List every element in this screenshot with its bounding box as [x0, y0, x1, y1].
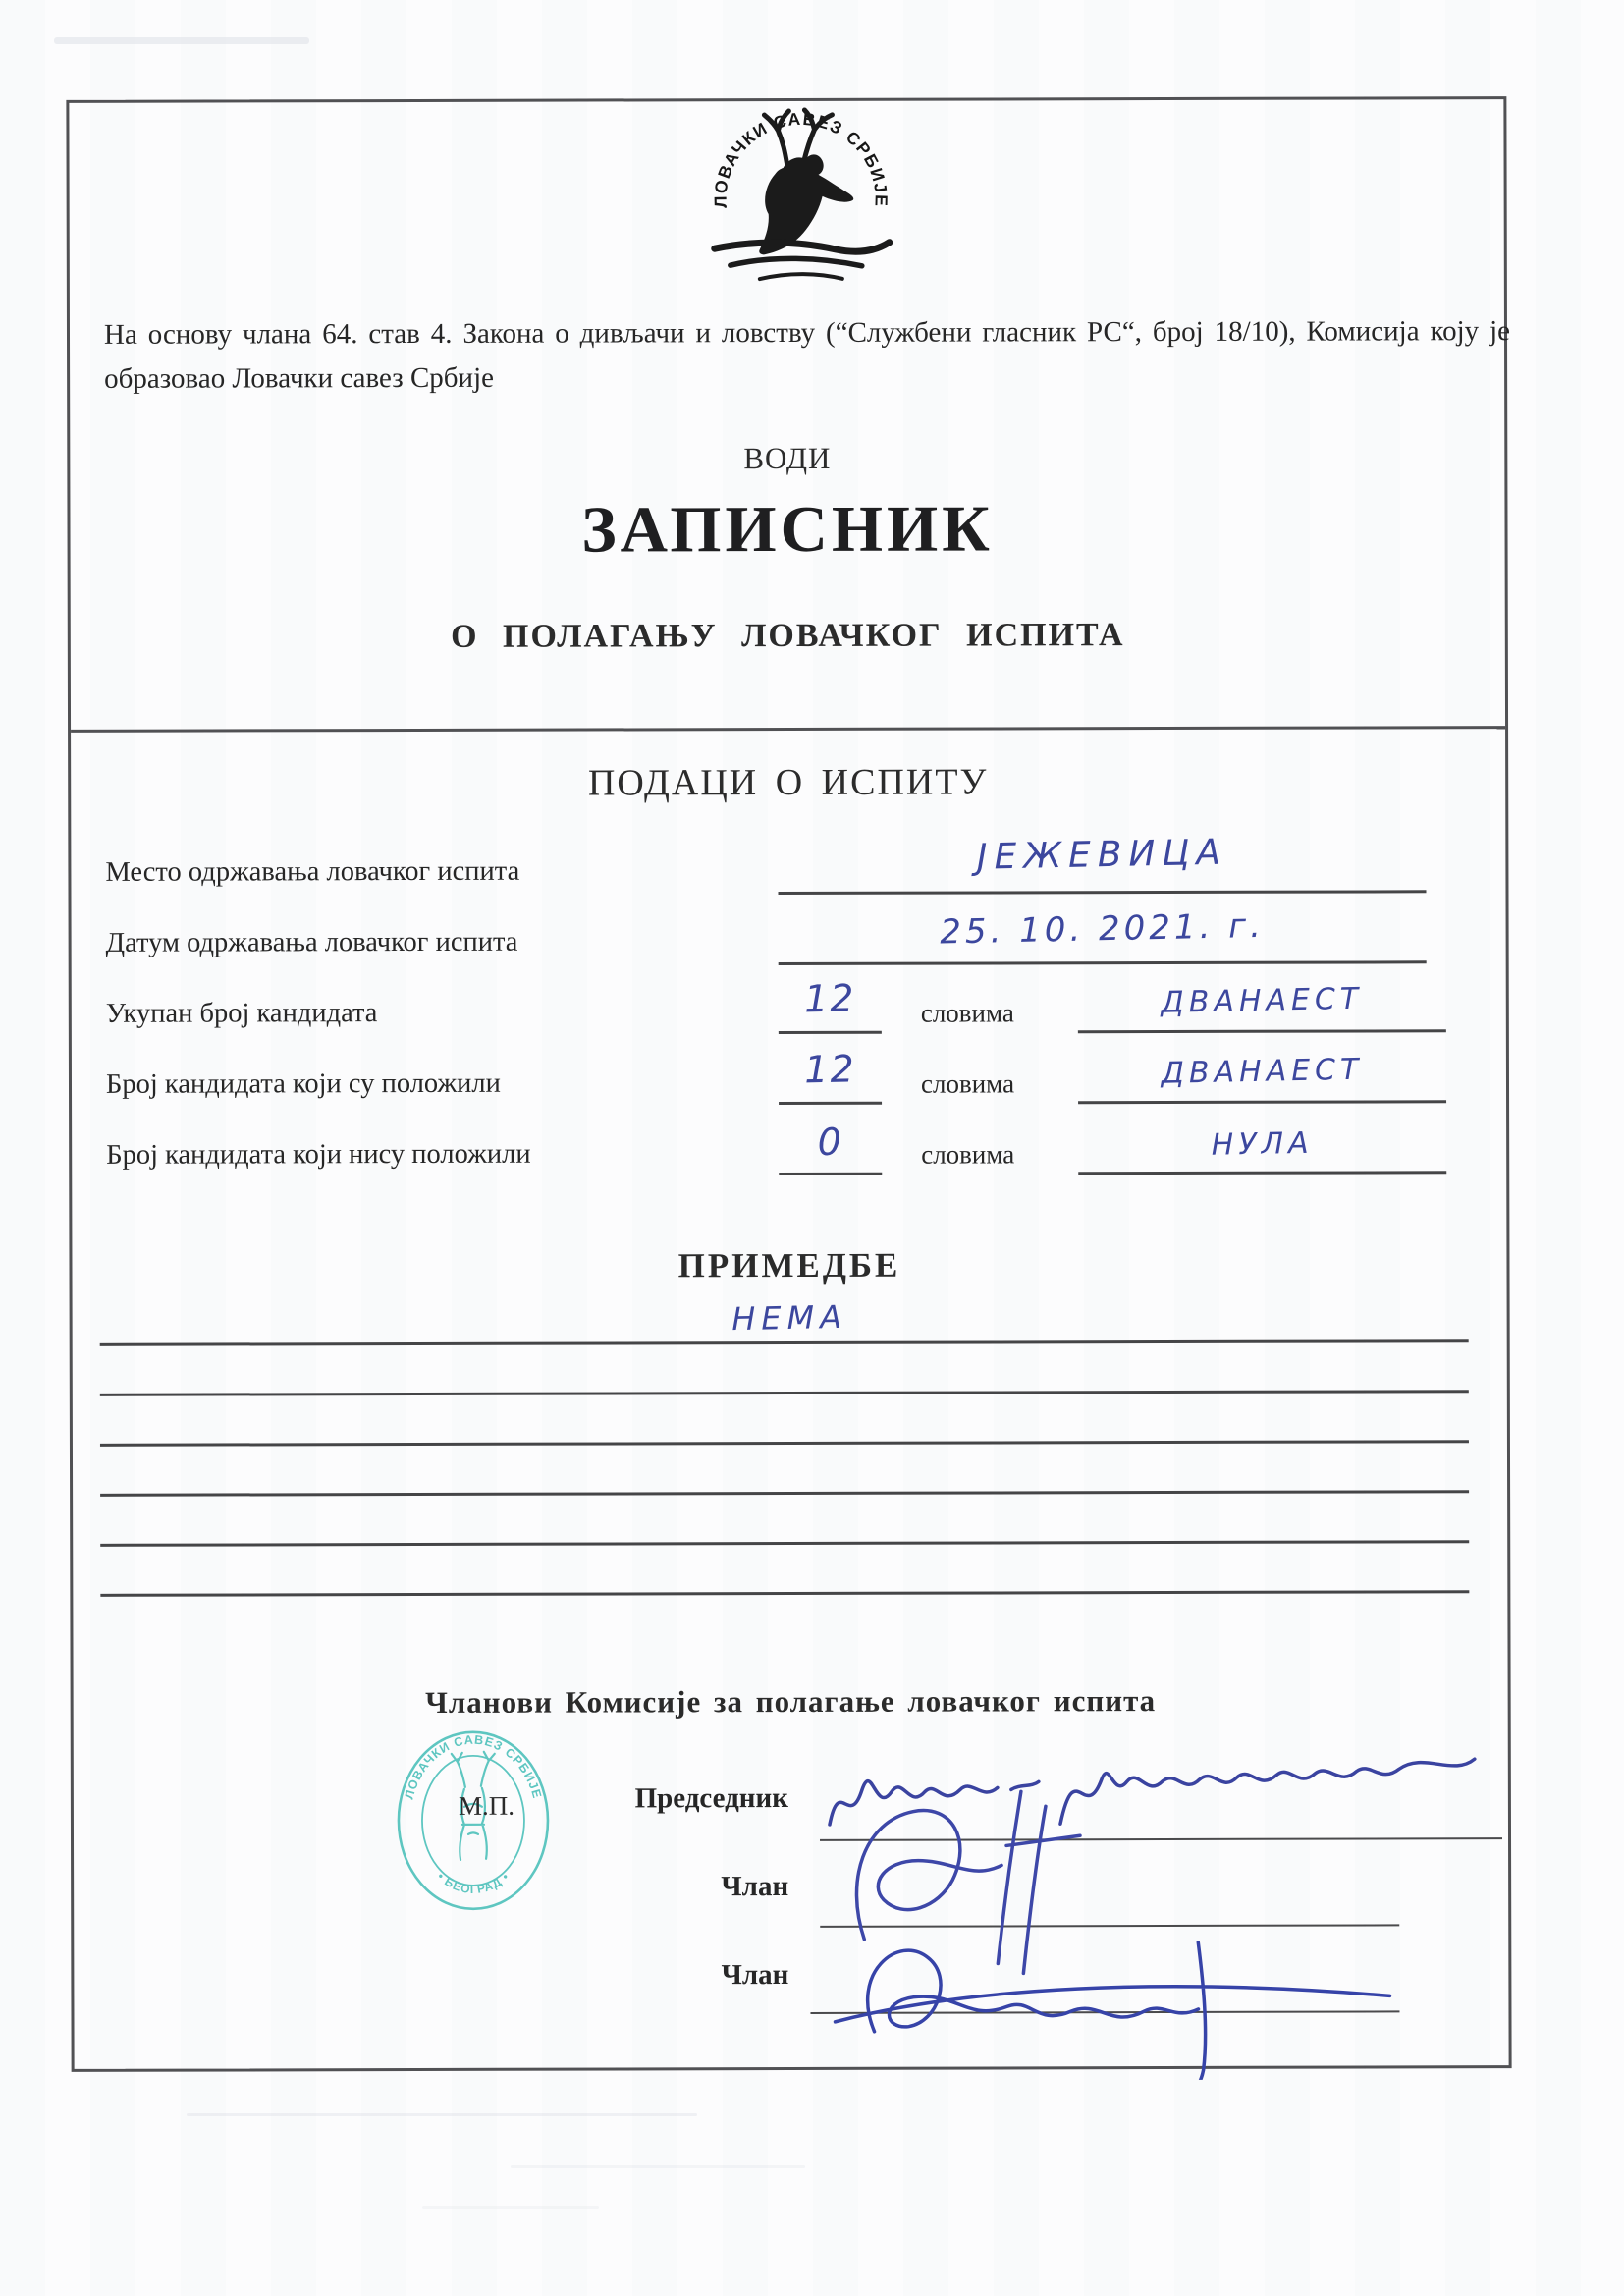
legal-basis-paragraph: На основу члана 64. став 4. Закона о дивљачи и ловству (“Службени гласник РС“, број 18/10), Комисија коју је образовао Ловачки савез Србије — [103, 315, 1511, 395]
handwritten-total-words: ДВАНАЕСТ — [1161, 981, 1364, 1020]
role-label-member-2: Члан — [721, 1959, 789, 1992]
ruled-line — [100, 1440, 1469, 1447]
scan-artifact-top — [54, 37, 309, 44]
scan-artifact-bottom — [187, 2113, 697, 2116]
handwritten-passed-number: 12 — [803, 1047, 857, 1092]
hunting-association-logo — [702, 103, 898, 289]
write-line-failed-words — [1078, 1171, 1446, 1175]
document-border-frame — [66, 96, 1511, 2072]
field-label-total: Укупан број кандидата — [105, 998, 378, 1029]
write-line-passed-number — [779, 1102, 882, 1105]
field-label-date: Датум одржавања ловачког испита — [105, 926, 518, 958]
write-line-date — [779, 960, 1427, 965]
write-line-total-words — [1078, 1029, 1446, 1033]
handwritten-remark: НЕМА — [731, 1297, 848, 1339]
handwritten-place: ЈЕЖЕВИЦА — [976, 832, 1228, 878]
write-line-total-number — [779, 1031, 882, 1034]
section-divider — [71, 726, 1505, 733]
handwritten-total-number: 12 — [803, 976, 856, 1021]
commission-heading: Чланови Комисије за полагање ловачког испита — [425, 1683, 1157, 1720]
stamp-arc-text-top: ЛОВАЧКИ САВЕЗ СРБИЈЕ — [402, 1732, 545, 1801]
ruled-line — [100, 1490, 1469, 1497]
role-label-president: Председник — [634, 1782, 788, 1815]
write-line-passed-words — [1078, 1100, 1446, 1104]
document-subtitle: О ПОЛАГАЊУ ЛОВАЧКОГ ИСПИТА — [450, 617, 1125, 655]
logo-arc-text: ЛОВАЧКИ САВЕЗ СРБИЈЕ — [710, 108, 892, 209]
leads-word: ВОДИ — [743, 440, 832, 476]
stamp-arc-text-bottom: • БЕОГРАД • — [434, 1869, 513, 1897]
ruled-line — [100, 1540, 1469, 1547]
handwritten-failed-words: НУЛА — [1211, 1125, 1314, 1163]
write-line-failed-number — [779, 1173, 882, 1175]
in-words-label: словима — [921, 1139, 1015, 1170]
ruled-line — [100, 1590, 1469, 1597]
stamp-placeholder-label: М.П. — [458, 1790, 514, 1821]
field-label-place: Место одржавања ловачког испита — [105, 855, 520, 888]
handwritten-failed-number: 0 — [817, 1120, 844, 1165]
in-words-label: словима — [920, 998, 1014, 1028]
write-line-place — [778, 890, 1426, 895]
exam-section-heading: ПОДАЦИ О ИСПИТУ — [587, 761, 989, 804]
handwritten-date: 25. 10. 2021. г. — [939, 905, 1266, 953]
handwritten-passed-words: ДВАНАЕСТ — [1161, 1052, 1364, 1091]
member-2-signature — [820, 1912, 1419, 2081]
scan-artifact-bottom — [511, 2165, 805, 2168]
scan-artifact-bottom — [422, 2206, 599, 2209]
remarks-heading: ПРИМЕДБЕ — [677, 1245, 901, 1285]
document-title: ЗАПИСНИК — [581, 492, 994, 567]
in-words-label: словима — [920, 1068, 1015, 1099]
field-label-passed: Број кандидата који су положили — [105, 1067, 501, 1100]
field-label-failed: Број кандидата који нису положили — [106, 1138, 531, 1171]
role-label-member-1: Члан — [721, 1871, 789, 1903]
ruled-line — [100, 1390, 1469, 1396]
